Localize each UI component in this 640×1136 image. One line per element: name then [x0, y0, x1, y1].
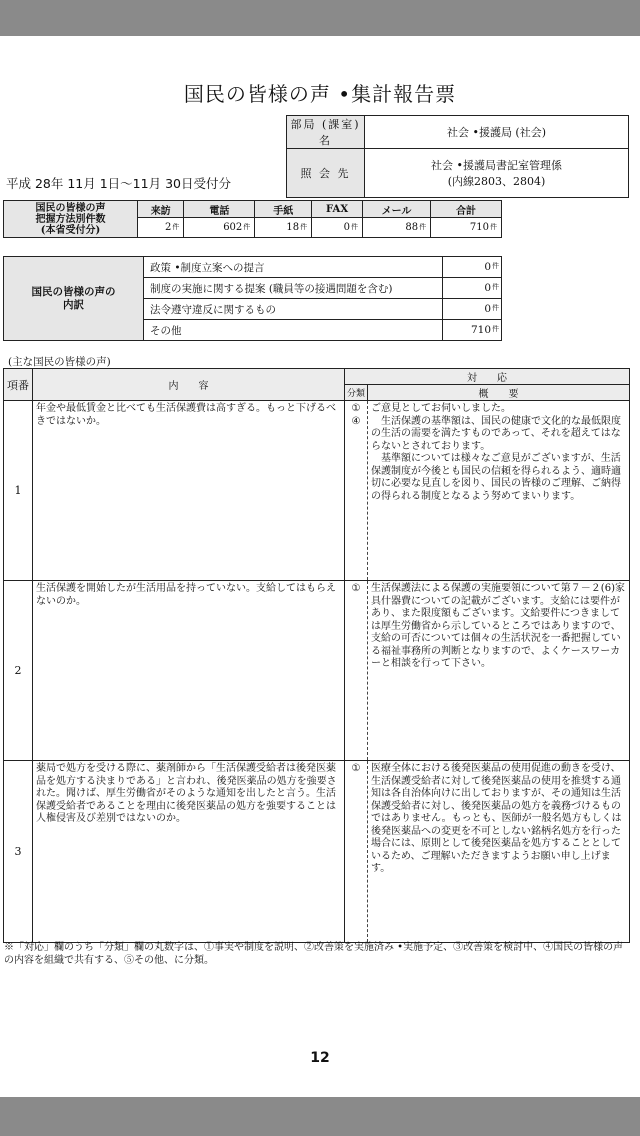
breakdown-table — [3, 256, 502, 341]
row-response: ご意見としてお伺いしました。 生活保護の基準額は、国民の健康で文化的な最低限度の生活の需要を満たすものであって、それを超えてはならないとされております。 基準額については様々なご意見がございますが、生活保護制度が今後とも国民の信頼を得られるよう、適時適切に必要な見直しを図り、国民の皆様のご理解、ご納得の得られる制度となるよう努めてまいります。 — [368, 401, 630, 581]
row-category: ① — [345, 761, 368, 943]
bottom-bar — [0, 1097, 640, 1136]
document-page — [0, 36, 640, 1097]
row-response: 生活保護法による保護の実施要領について第７－２(6)家具什器費についての記載がございます。支給には要件があり、また限度額もございます。文給要件につきましては厚生労働省から示しているところではありますので、支給の可否については個々の生活状況を一番把握している福祉事務所の判断となりますので、よくケースワーカーと相談を行って下さい。 — [368, 581, 630, 761]
voices-table — [3, 368, 630, 943]
breakdown-item-policy: 政策 •制度立案への提言 — [144, 257, 443, 278]
row-content: 年金や最低賃金と比べても生活保護費は高すぎる。もっと下げるべきではないか。 — [33, 401, 345, 581]
breakdown-item-compliance: 法令遵守違反に関するもの — [144, 299, 443, 320]
table-row — [4, 581, 630, 761]
breakdown-value-compliance: $0^件$ — [443, 299, 502, 320]
breakdown-item-other: その他 — [144, 320, 443, 341]
breakdown-value-other: $710^件$ — [443, 320, 502, 341]
dept-label: 部局 (課室) 名 — [287, 116, 365, 149]
row-content: 生活保護を開始したが生活用品を持っていない。支給してはもらえないのか。 — [33, 581, 345, 761]
top-bar — [0, 0, 640, 36]
page-number: 12 — [310, 1050, 330, 1066]
header-response: 対 応 — [345, 369, 630, 385]
dept-value: 社会 •援護局 (社会) — [365, 116, 629, 149]
header-letter: 手紙 — [255, 201, 312, 218]
reception-period: 平成 28年 11月 1日～11月 30日受付分 — [6, 176, 231, 191]
row-number: 2 — [4, 581, 33, 761]
count-total: $710^件$ — [431, 218, 502, 238]
header-category: 分類 — [345, 385, 368, 401]
count-row-label: 国民の皆様の声 把握方法別件数 (本省受付分) — [4, 201, 138, 238]
count-phone: $602^件$ — [184, 218, 255, 238]
row-category: ① ④ — [345, 401, 368, 581]
header-item-number: 項番 — [4, 369, 33, 401]
header-total: 合計 — [431, 201, 502, 218]
row-content: 薬局で処方を受ける際に、薬剤師から「生活保護受給者は後発医薬品を処方する決まりである」と言われ、後発医薬品の処方を強要された。聞けば、厚生労働省がそのような通知を出したと言う。生活保護受給者であることを理由に後発医薬品の処方を強要することは人権侵害及び差別ではないのか。 — [33, 761, 345, 943]
row-number: 3 — [4, 761, 33, 943]
breakdown-label: 国民の皆様の声の 内訳 — [4, 257, 144, 341]
breakdown-value-proposal: $0^件$ — [443, 278, 502, 299]
header-email: メール — [363, 201, 431, 218]
breakdown-item-proposal: 制度の実施に関する提案 (職員等の接遇問題を含む) — [144, 278, 443, 299]
header-phone: 電話 — [184, 201, 255, 218]
header-summary: 概 要 — [368, 385, 630, 401]
header-fax: FAX — [312, 201, 363, 218]
count-visit: $2^件$ — [138, 218, 184, 238]
header-content: 内 容 — [33, 369, 345, 401]
contact-line-1: 社会 •援護局書記室管理係 — [431, 159, 562, 172]
department-table — [286, 115, 629, 198]
table-row — [4, 761, 630, 943]
count-letter: $18^件$ — [255, 218, 312, 238]
page-title: 国民の皆様の声 •集計報告票 — [183, 82, 457, 106]
contact-value — [365, 149, 629, 198]
contact-line-2: (内線2803、2804) — [447, 175, 546, 188]
count-email: $88^件$ — [363, 218, 431, 238]
footnote: ※「対応」欄のうち「分類」欄の丸数字は、①事実や制度を説明、②改善策を実施済み •実施予定、③改善策を検討中、④国民の皆様の声の内容を組織で共有する、⑤その他、に分類。 — [4, 942, 624, 966]
header-visit: 来訪 — [138, 201, 184, 218]
count-table — [3, 200, 502, 238]
row-number: 1 — [4, 401, 33, 581]
breakdown-value-policy: $0^件$ — [443, 257, 502, 278]
row-category: ① — [345, 581, 368, 761]
count-fax: $0^件$ — [312, 218, 363, 238]
contact-label: 照 会 先 — [287, 149, 365, 198]
row-response: 医療全体における後発医薬品の使用促進の動きを受け、生活保護受給者に対して後発医薬品の使用を推奨する通知は各自治体向けに出しておりますが、その通知は生活保護受給者に対し、後発医薬品の処方を義務づけるものではありません。もっとも、医師が一般名処方もしくは後発医薬品への変更を不可としない銘柄名処方を行った場合には、原則として後発医薬品を処方することとしているため、ご理解いただきますようお願い申し上げます。 — [368, 761, 630, 943]
voices-section-title: (主な国民の皆様の声) — [8, 356, 111, 368]
table-row — [4, 401, 630, 581]
